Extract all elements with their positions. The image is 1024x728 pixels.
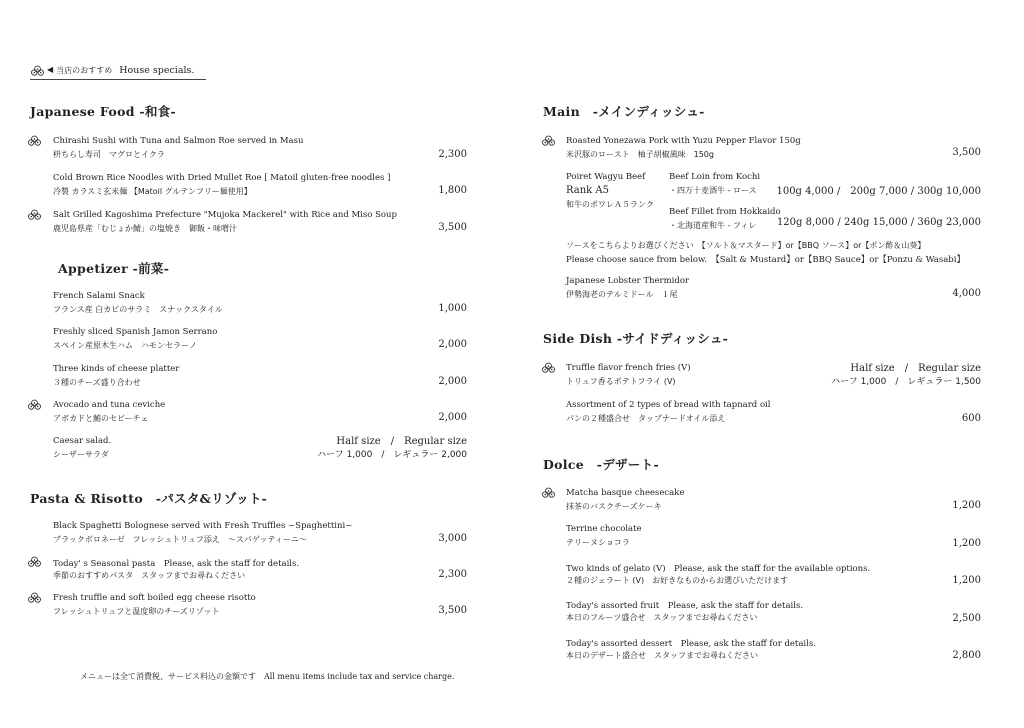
item-jp: 冷製 カラスミ玄米麺 【Matoil グルテンフリー麺使用】 [53,187,252,196]
size-header: Half size / Regular size [336,436,467,447]
item-en: Today's assorted dessert Please, ask the staff for details. [566,639,816,649]
wagyu-en-2: Rank A5 [566,185,609,196]
section-title-main: Main -メインディッシュ- [543,104,705,119]
item-en: Three kinds of cheese platter [53,364,180,374]
item-price: 3,000 [438,533,467,544]
recommend-icon [28,209,41,220]
item-jp: テリーヌショコラ [566,538,630,547]
item-jp: アボカドと鮪のセビーチェ [53,414,149,423]
sauce-jp: ソースをこちらよりお選びください 【ソルト＆マスタード】or【BBQ ソース】or【ポン酢＆山葵】 [566,241,926,250]
item-price: 600 [961,413,981,424]
recommend-icon [542,362,555,373]
item-en: Black Spaghetti Bolognese served with Fresh Truffles ~Spaghettini~ [53,521,353,531]
fillet-en: Beef Fillet from Hokkaido [669,207,781,217]
house-specials-header [31,64,194,76]
item-jp: 米沢豚のロースト 柚子胡椒風味 150g [566,150,714,159]
section-title-side-dish: Side Dish -サイドディッシュ- [543,331,729,346]
item-jp: 枡ちらし寿司 マグロとイクラ [53,150,165,159]
item-jp: フランス産 白カビのサラミ スナックスタイル [53,305,223,314]
item-jp: スペイン産原木生ハム ハモンセラーノ [53,341,197,350]
item-en: Today' s Seasonal pasta Please, ask the staff for details. [53,559,300,569]
section-title-appetizer: Appetizer -前菜- [58,261,170,276]
section-title-pasta: Pasta & Risotto -パスタ&リゾット- [30,491,268,506]
recommend-icon [28,556,41,567]
item-price: 3,500 [438,605,467,616]
item-jp: 本日のデザート盛合せ スタッフまでお尋ねください [566,651,758,660]
item-price: 1,200 [952,575,981,586]
item-jp: ブラックボロネーゼ フレッシュトリュフ添え ～スパゲッティーニ～ [53,535,307,544]
item-jp: フレッシュトリュフと温度卵のチーズリゾット [53,607,220,616]
item-price: 3,500 [438,222,467,233]
recommend-icon [542,135,555,146]
item-en: Caesar salad. [53,436,112,446]
item-jp: パンの２種盛合せ タップナードオイル添え [566,414,726,423]
recommend-icon [31,65,44,76]
item-en: Japanese Lobster Thermidor [566,276,689,286]
item-price: 2,300 [438,149,467,160]
size-header: Half size / Regular size [850,363,981,374]
loin-jp: ・四万十麦酒牛 - ロース [669,186,757,195]
fillet-price: 120g 8,000 / 240g 15,000 / 360g 23,000 [776,217,981,228]
wagyu-en-1: Poiret Wagyu Beef [566,172,646,182]
header-underline [30,79,206,80]
item-price: 2,000 [438,376,467,387]
recommend-icon [542,487,555,498]
item-en: Avocado and tuna ceviche [53,400,166,410]
item-en: Terrine chocolate [566,524,642,534]
item-en: Matcha basque cheesecake [566,488,685,498]
size-price-line: ハーフ 1,000 / レギュラー 1,500 [831,377,981,387]
recommend-icon [28,135,41,146]
recommend-icon [28,399,41,410]
item-price: 1,000 [438,303,467,314]
section-title-dolce: Dolce -デザート- [543,457,659,472]
house-label-jp: 当店のおすすめ [56,65,113,75]
item-en: Truffle flavor french fries (V) [566,363,691,373]
item-jp: ２種のジェラート (V) お好きなものからお選びいただけます [566,576,789,585]
recommend-icon [28,592,41,603]
item-jp: 季節のおすすめパスタ スタッフまでお尋ねください [53,571,246,580]
item-en: Assortment of 2 types of bread with tapnard oil [566,400,771,410]
item-price: 2,000 [438,339,467,350]
item-en: French Salami Snack [53,291,145,301]
item-en: Cold Brown Rice Noodles with Dried Mullet Roe [ Matoil gluten-free noodles ] [53,173,391,183]
item-en: Two kinds of gelato (V) Please, ask the staff for the available options. [566,564,871,574]
item-jp: 抹茶のバスクチーズケーキ [566,502,662,511]
item-en: Freshly sliced Spanish Jamon Serrano [53,327,218,337]
loin-en: Beef Loin from Kochi [669,172,761,182]
footer-note: メニューは全て消費税、サービス料込の金額です All menu items include tax and service charge. [80,672,455,681]
house-label-en: House specials. [119,64,195,76]
item-jp: 本日のフルーツ盛合せ スタッフまでお尋ねください [566,613,758,622]
sauce-en: Please choose sauce from below. 【Salt & Mustard】or【BBQ Sauce】or【Ponzu & Wasabi】 [566,255,965,265]
item-price: 2,800 [952,650,981,661]
item-price: 2,500 [952,613,981,624]
item-price: 2,300 [438,569,467,580]
item-price: 1,200 [952,538,981,549]
loin-price: 100g 4,000 / 200g 7,000 / 300g 10,000 [776,186,981,197]
item-price: 2,000 [438,412,467,423]
item-price: 3,500 [952,147,981,158]
item-price: 1,200 [952,500,981,511]
item-en: Chirashi Sushi with Tuna and Salmon Roe served in Masu [53,136,304,146]
item-price: 1,800 [438,185,467,196]
item-en: Fresh truffle and soft boiled egg cheese risotto [53,593,256,603]
item-price: 4,000 [952,288,981,299]
item-jp: トリュフ香るポテトフライ (V) [566,377,676,386]
item-en: Salt Grilled Kagoshima Prefecture "Mujoka Mackerel" with Rice and Miso Soup [53,210,397,220]
item-jp: ３種のチーズ盛り合わせ [53,378,141,387]
section-title-japanese-food: Japanese Food -和食- [30,104,176,119]
item-en: Roasted Yonezawa Pork with Yuzu Pepper Flavor 150g [566,136,801,146]
wagyu-jp: 和牛のポワレＡ５ランク [566,200,654,209]
item-jp: 鹿児島県産「むじょか鯖」の塩焼き 御飯・味噌汁 [53,224,237,233]
item-en: Today's assorted fruit Please, ask the staff for details. [566,601,804,611]
fillet-jp: ・北海道産和牛 - フィレ [669,221,757,230]
triangle-left-icon: ◀ [47,65,54,74]
item-jp: 伊勢海老のテルミドール １尾 [566,290,678,299]
size-price-line: ハーフ 1,000 / レギュラー 2,000 [317,450,467,460]
item-jp: シーザーサラダ [53,450,109,459]
